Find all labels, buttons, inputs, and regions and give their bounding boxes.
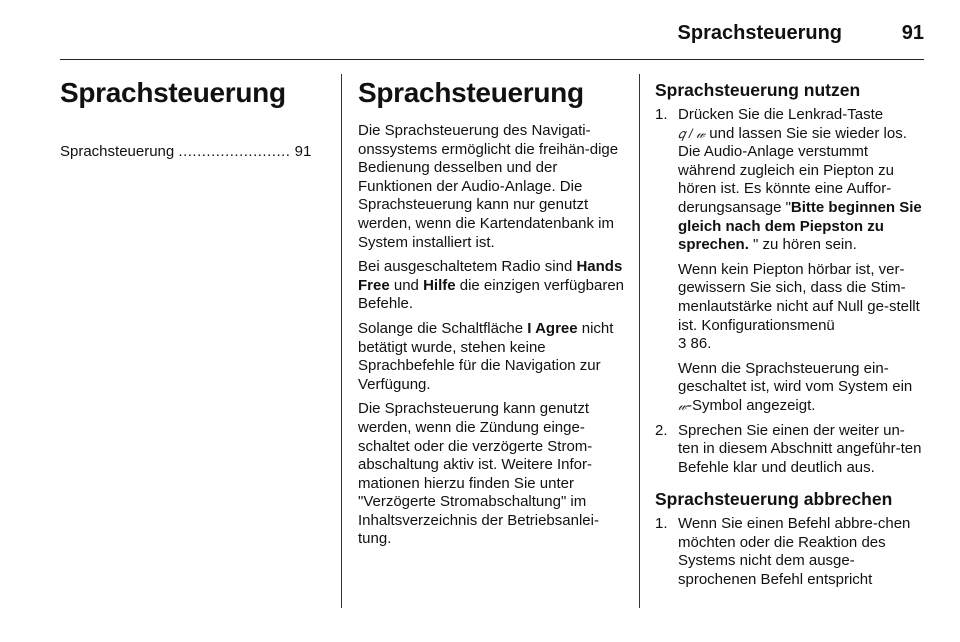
header-divider bbox=[60, 59, 924, 60]
prompt-announcement: Bitte beginnen Sie gleich nach dem Piepston zu sprechen. bbox=[678, 198, 922, 254]
use-step-1-symbol-note bbox=[678, 360, 923, 416]
page-number: 91 bbox=[901, 22, 924, 44]
instructions-column bbox=[655, 70, 923, 596]
p3-text-a: Solange die Schaltfläche bbox=[358, 319, 528, 337]
use-step-2-text: Sprechen Sie einen der weiter un-ten in diesem Abschnitt angeführ-ten Befehle klar und deutlich aus. bbox=[678, 421, 922, 476]
section-paragraph-4: Die Sprachsteuerung kann genutzt werden, wenn die Zündung einge-schaltet oder die verzögerte Strom-abschaltung aktiv ist. Weitere Infor-mationen hierzu finden Sie unter "Verzögerte Stromabschaltung" im Inhaltsverzeichnis der Betriebsanlei-tung. bbox=[358, 400, 599, 548]
toc-entry[interactable] bbox=[60, 142, 328, 162]
section-paragraph-3 bbox=[358, 320, 626, 394]
section-paragraph-1: Die Sprachsteuerung des Navigati-onssystems ermöglicht die freihän-dige Bedienung desselben und der Funktionen der Audio-Anlage. Die Sprachsteuerung kann nur genutzt werden, wenn die Kartendatenbank im System installiert ist. bbox=[358, 122, 619, 251]
use-subtitle: Sprachsteuerung nutzen bbox=[655, 80, 861, 100]
column-divider-left bbox=[341, 74, 342, 608]
p2-text-a: Bei ausgeschaltetem Radio sind bbox=[358, 258, 577, 276]
symbol-note-text-a: Wenn die Sprachsteuerung ein-geschaltet ist, wird vom System ein bbox=[678, 359, 913, 396]
p3-text-b: nicht betätigt wurde, stehen keine Sprachbefehle für die Navigation zur Verfügung. bbox=[358, 319, 614, 393]
chapter-title: Sprachsteuerung bbox=[60, 77, 286, 108]
step-number: 1. bbox=[655, 106, 668, 123]
page-header bbox=[60, 18, 924, 60]
help-label: Hilfe bbox=[423, 276, 456, 294]
use-step-2 bbox=[655, 422, 923, 478]
step-1-text-c: " zu hören sein. bbox=[748, 236, 857, 254]
step-1-text-b: und lassen Sie sie wieder los. Die Audio-Anlage verstummt während zugleich ein Piepton zu hören ist. Es könnte eine Auffor-derungsansage " bbox=[678, 124, 907, 216]
toc-entry-label: Sprachsteuerung bbox=[60, 143, 175, 160]
toc-column bbox=[60, 70, 328, 162]
header-title: Sprachsteuerung bbox=[677, 22, 842, 44]
i-agree-label: I Agree bbox=[527, 319, 578, 337]
cancel-subtitle: Sprachsteuerung abbrechen bbox=[655, 489, 893, 510]
hands-free-label: Hands Free bbox=[358, 258, 623, 294]
toc-entry-dots: ........................ bbox=[178, 143, 291, 160]
use-step-1 bbox=[655, 106, 923, 416]
symbol-note-text-b: -Symbol angezeigt. bbox=[687, 396, 816, 414]
step-1-note-text: Wenn kein Piepton hörbar ist, ver-gewissern Sie sich, dass die Stim-menlautstärke nicht auf Null ge-stellt ist. Konfigurationsmenü bbox=[678, 260, 920, 334]
step-number: 2. bbox=[655, 421, 668, 439]
p2-text-c: die einzigen verfügbaren Befehle. bbox=[358, 276, 625, 313]
step-number: 1. bbox=[655, 515, 668, 533]
use-steps bbox=[655, 106, 923, 477]
voice-control-icon: 𝓌 bbox=[678, 397, 688, 413]
use-step-1-note bbox=[678, 261, 923, 354]
step-1-text-a: Drücken Sie die Lenkrad-Taste bbox=[678, 106, 884, 123]
section-title: Sprachsteuerung bbox=[358, 77, 584, 108]
page-reference[interactable]: 3 86. bbox=[678, 335, 712, 353]
section-paragraph-2 bbox=[358, 258, 626, 314]
steering-wheel-button-icon: 𝑞 / 𝓌 bbox=[678, 125, 706, 141]
toc-entry-page: 91 bbox=[294, 143, 312, 160]
section-column bbox=[358, 70, 626, 555]
column-divider-right bbox=[639, 74, 640, 608]
p2-text-b: und bbox=[389, 276, 424, 294]
cancel-step-1-text: Wenn Sie einen Befehl abbre-chen möchten oder die Reaktion des Systems nicht dem ausge-sprochenen Befehl entspricht bbox=[678, 515, 911, 589]
cancel-steps bbox=[655, 515, 923, 589]
cancel-step-1 bbox=[655, 515, 923, 589]
use-step-1-text bbox=[678, 106, 923, 255]
